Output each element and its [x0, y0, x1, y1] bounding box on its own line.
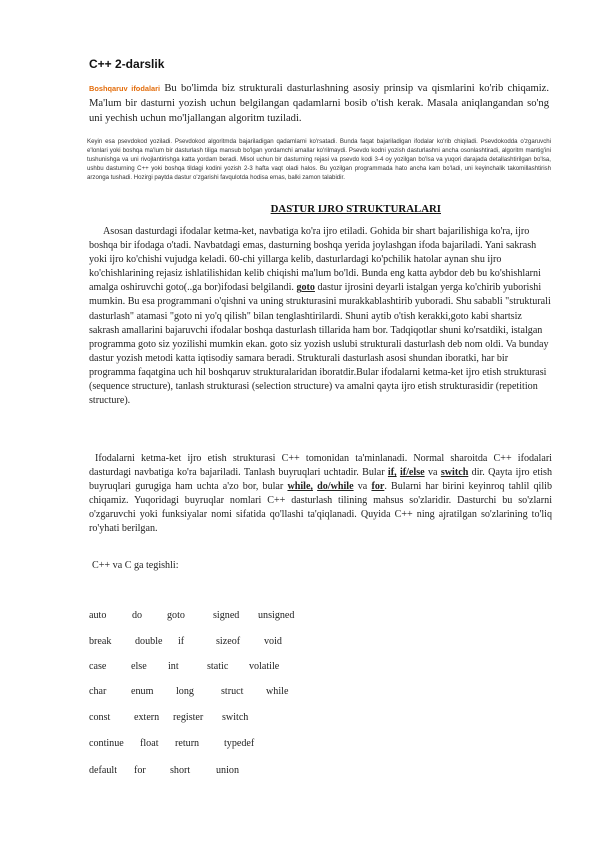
dowhile-keyword: do/while: [317, 481, 354, 493]
keyword-default: default: [89, 765, 118, 776]
section-heading: DASTUR IJRO STRUKTURALARI: [270, 203, 441, 215]
keyword-if: if: [178, 636, 185, 647]
keyword-else: else: [131, 661, 147, 672]
keyword-do: do: [132, 610, 143, 621]
keyword-goto: goto: [167, 610, 185, 621]
para2-text-d: dir. Qayta ijro etish buyruqlari gurugiga ham uchta a'zo bor, bular: [89, 467, 552, 493]
para1-text-b: dastur ijrosini deyarli istalgan yerga ko'chirib yuborishi mumkin. Bu esa programmani o'qishni va uning strukturasini murakkablashtirib yuboradi. Shu sababli "strukturali dasturlash" atamasi "goto ni yo'q qilish" bilan tenglashtirilardi. Shuni aytib o'tish kerakki,goto kabi shartsiz sakrash amallarini bajaruvchi ifodalar boshqa dasturlash tillarida ham bor. Tadqiqotlar shuni ko'rsatdiki, istalgan programma goto siz yozilishi mumkin ekan. goto siz yozish uslubi strukturali dasturlash deb nom oldi. Va bunday dastur yozish metodi katta iqtisodiy samara beradi. Strukturali dasturlash asosi shundan iboratki, har bir programma faqatgina uch hil boshqaruv strukturalaridan iboratdir.Bular ifodalarni ketma-ket ijro etish strukturasi (sequence structure), tanlash strukturasi (selection structure) va amalni qayta ijro etish strukturasidir (repetition structure).: [89, 282, 551, 407]
while-keyword: while,: [287, 481, 313, 493]
para2-text-c: va: [424, 467, 441, 479]
keyword-long: long: [176, 686, 194, 697]
keyword-switch: switch: [222, 712, 249, 723]
keyword-void: void: [264, 636, 282, 647]
keywords-caption: C++ va C ga tegishli:: [92, 560, 179, 571]
keyword-signed: signed: [213, 610, 240, 621]
paragraph-structures: [89, 225, 551, 408]
pseudocode-note: Keyin esa psevdokod yoziladi. Psevdokod algoritmda bajariladigan qadamlarni ko'rsatadi. Bunda faqat bajariladigan ifodalar ko'rib chiqiladi. Psevdokodda o'zgaruvchi e'lonlari yoki boshqa ma'lum bir dasturlash tiliga mansub bo'lgan yordamchi amallar ko'rilmaydi. Psevdo kodni yozish dasturlashni ancha osonlashtiradi, algoritm mantig'ini tushunishga va uni rivojlantirishga katta yordam beradi. Misol uchun bir dasturning rejasi va psevdo kodi 3-4 oy yozilgan bo'lsa va yuqori darajada detallashtirilgan bo'lsa, ushbu dasturning C++ yoki boshqa tildagi kodini yozish 2-3 hafta vaqt oladi halos. Bu yozilgan programmada hato ancha kam bo'ladi, uni keyinchalik takomillashtirish arzonga tushadi. Hozirgi paytda dastur o'zgarishi favqulotda hodisa emas, balki zamon talabidir.: [87, 138, 551, 181]
keyword-char: char: [89, 686, 107, 697]
keyword-volatile: volatile: [249, 661, 280, 672]
if-keyword: if,: [387, 467, 397, 479]
intro-paragraph: [89, 81, 549, 126]
keyword-auto: auto: [89, 610, 107, 621]
keyword-return: return: [175, 738, 200, 749]
keyword-struct: struct: [221, 686, 244, 697]
keyword-while: while: [266, 686, 289, 697]
keyword-unsigned: unsigned: [258, 610, 295, 621]
keyword-extern: extern: [134, 712, 160, 723]
keyword-short: short: [170, 765, 191, 776]
para1-text-a: Asosan dasturdagi ifodalar ketma-ket, navbatiga ko'ra ijro etiladi. Gohida bir shart bajarilishiga ko'ra, ijro boshqa bir ifodaga o'tadi. Navbatdagi emas, dasturning boshqa yerida joylashgan ifoda bajariladi. Yani sakrash yoki ijro ko'chishi vujudga keladi. 60-chi yillarga kelib, dasturlardagi ko'pchilik hatolar aynan shu ijro ko'chishlarining rejasiz ishlatilishidan kelib chiqishi ma'lum bo'ldi. Bunda eng katta aybdor deb bu ko'shishlarni amalga oshiruvchi goto(..ga bor)ifodasi belgilandi.: [89, 226, 541, 294]
keyword-sizeof: sizeof: [216, 636, 241, 647]
para2-text-g: . Bularni har birini keyinroq tahlil qilib chiqamiz. Yuqoridagi buyruqlar nomlari C++ dasturlash tilining mahsus so'zlaridir. Dasturchi bu so'zlarni o'zgaruvchi yoki funksiyalar nomi sifatida qo'llashi ta'qiqlanadi. Quyida C++ ning ajratilgan so'zlarining to'liq ro'yhati berilgan.: [89, 481, 552, 535]
intro-text: Bu bo'limda biz strukturali dasturlashning asosiy prinsip va qismlarini ko'rib chiqamiz. Ma'lum bir dasturni yozish uchun belgilangan qadamlarni bosib o'tish kerak. Masala aniqlangandan so'ng uni yechish uchun mo'ljallangan algoritm tuziladi.: [89, 83, 550, 124]
keyword-register: register: [173, 712, 204, 723]
section-tag: Boshqaruv ifodalari: [89, 84, 161, 93]
keyword-enum: enum: [131, 686, 154, 697]
keyword-double: double: [135, 636, 163, 647]
keyword-typedef: typedef: [224, 738, 255, 749]
keyword-case: case: [89, 661, 107, 672]
keyword-break: break: [89, 636, 112, 647]
switch-keyword: switch: [440, 467, 469, 479]
keyword-union: union: [216, 765, 239, 776]
keyword-for: for: [134, 765, 146, 776]
for-keyword: for: [371, 481, 385, 493]
paragraph-statements: [89, 452, 552, 537]
keyword-int: int: [168, 661, 179, 672]
keyword-const: const: [89, 712, 111, 723]
para2-text-a: Ifodalarni ketma-ket ijro etish strukturasi C++ tomonidan ta'minlanadi. Normal sharoitda C++ ifodalari dasturdagi navbatiga ko'ra bajariladi. Tanlash buyruqlari uchtadir. Bular: [89, 453, 552, 479]
keyword-float: float: [140, 738, 159, 749]
keyword-static: static: [207, 661, 229, 672]
page-title: C++ 2-darslik: [89, 57, 165, 71]
goto-keyword: goto: [296, 282, 315, 294]
ifelse-keyword: if/else: [399, 467, 425, 479]
para2-text-f: va: [353, 481, 372, 493]
keyword-continue: continue: [89, 738, 124, 749]
